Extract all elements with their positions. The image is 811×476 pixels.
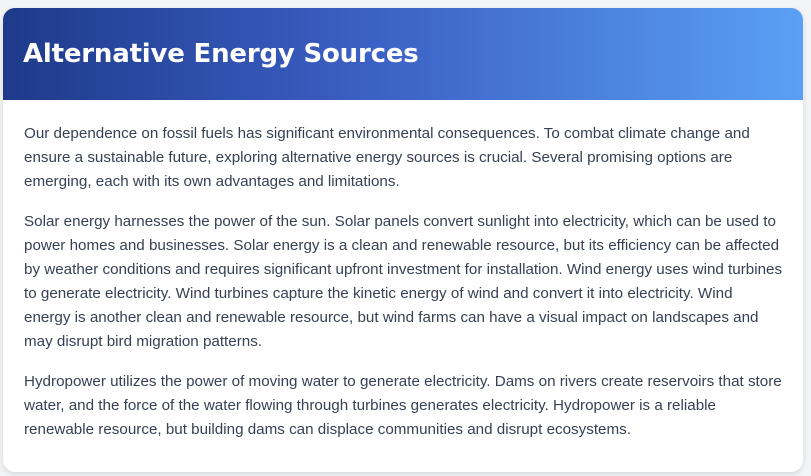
page-title: Alternative Energy Sources [23,39,419,69]
article-card [3,8,803,472]
paragraph-intro: Our dependence on fossil fuels has significant environmental consequences. To combat climate change and ensure a sustainable future, exploring alternative energy sources is crucial. Several promising options are emerging, each with its own advantages and limitations. [24,125,750,190]
paragraph-solar-wind: Solar energy harnesses the power of the sun. Solar panels convert sunlight into electricity, which can be used to power homes and businesses. Solar energy is a clean and renewable resource, but its efficiency can be affected by weather conditions and requires significant upfront investment for installation. Wind energy uses wind turbines to generate electricity. Wind turbines capture the kinetic energy of wind and convert it into electricity. Wind energy is another clean and renewable resource, but wind farms can have a visual impact on landscapes and may disrupt bird migration patterns. [24,213,783,350]
card-header [3,8,803,100]
article-body [3,100,803,442]
paragraph-hydropower: Hydropower utilizes the power of moving water to generate electricity. Dams on rivers create reservoirs that store water, and the force of the water flowing through turbines generates electricity. Hydropower is a reliable renewable resource, but building dams can displace communities and disrupt ecosystems. [24,373,782,438]
